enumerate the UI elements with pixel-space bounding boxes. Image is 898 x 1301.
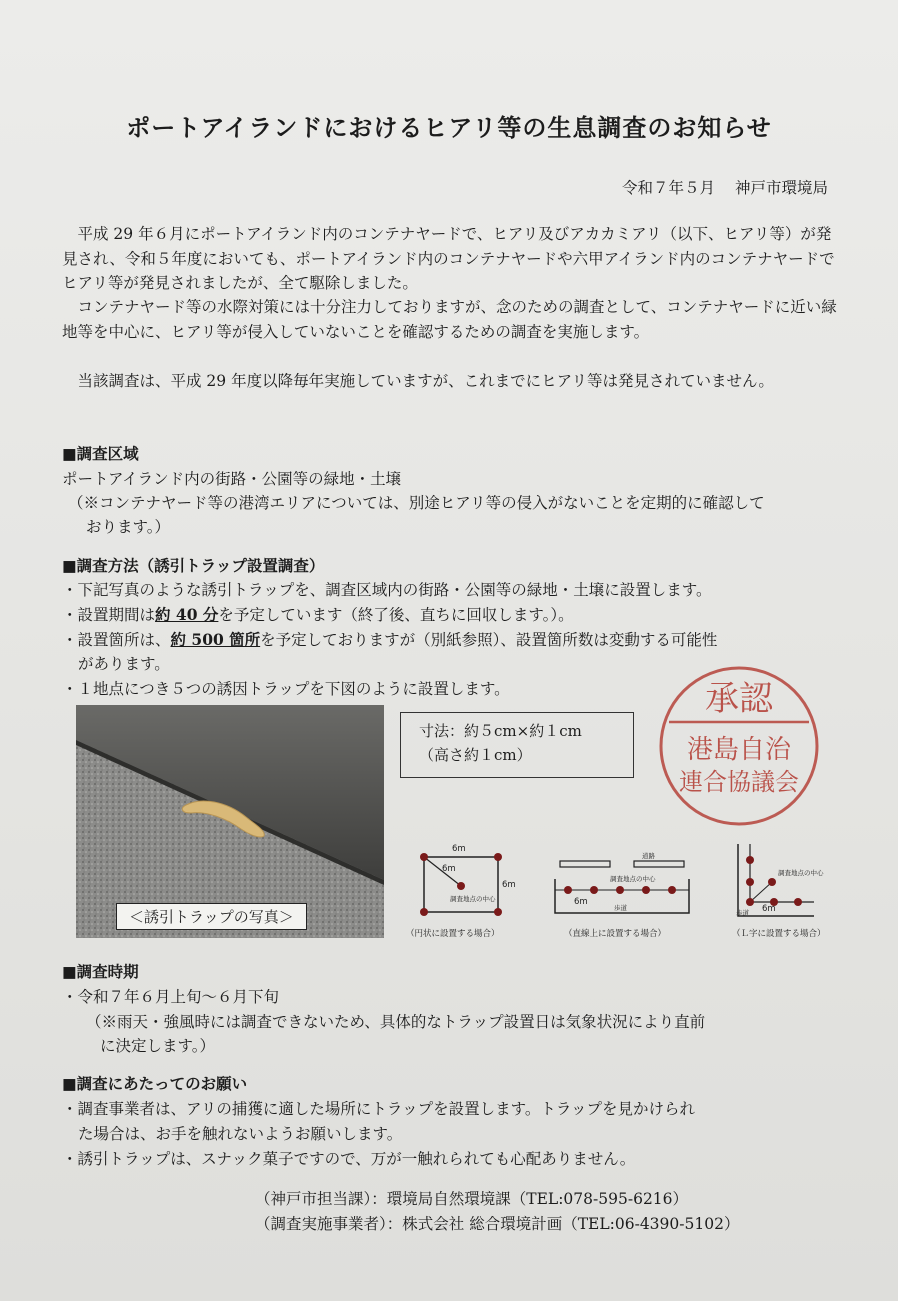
request-bullet-1-cont: た場合は、お手を触れないようお願いします。: [78, 1125, 403, 1143]
trap-dimensions-box: [400, 712, 634, 778]
contact-city-value: 環境局自然環境課（TEL:078-595-6216）: [386, 1190, 689, 1208]
issue-dateline: [602, 176, 828, 198]
method-bullet-2-post: を予定しています（終了後、直ちに回収します。）。: [218, 606, 574, 624]
period-note-1: （※雨天・強風時には調査できないため、具体的なトラップ設置日は気象状況により直前: [86, 1013, 706, 1031]
dimensions-line-1: 寸法：約５cm×約１cm: [419, 722, 582, 740]
area-heading: ■調査区域: [62, 445, 139, 463]
contact-contractor-value: 株式会社 総合環境計画（TEL:06-4390-5102）: [402, 1215, 740, 1233]
stamp-bottom: 連合協議会: [679, 768, 799, 796]
d2-road: 道路: [642, 852, 655, 860]
page-title: ポートアイランドにおけるヒアリ等の生息調査のお知らせ: [126, 114, 772, 142]
request-bullet-2: ・誘引トラップは、スナック菓子ですので、万が一触れられても心配ありません。: [62, 1150, 636, 1168]
diagram-circular: [406, 842, 517, 939]
method-heading: ■調査方法（誘引トラップ設置調査）: [62, 557, 325, 575]
method-bullet-3-pre: ・設置箇所は、: [62, 631, 171, 649]
method-bullet-2: [62, 603, 574, 625]
stamp-top: 承認: [705, 679, 773, 719]
period-text: ・令和７年６月上旬〜６月下旬: [62, 988, 280, 1006]
d1-label: （円状に設置する場合）: [406, 929, 500, 939]
diagram-linear: [552, 852, 692, 939]
d3-label: （Ｌ字に設置する場合）: [732, 929, 826, 939]
dimensions-line-2: （高さ約１cm）: [419, 746, 532, 764]
d1-m2: 6m: [502, 880, 516, 890]
area-note-1: （※コンテナヤード等の港湾エリアについては、別途ヒアリ等の侵入がないことを定期的に確認して: [68, 494, 765, 512]
method-bullet-3-post: を予定しておりますが（別紙参照）、設置箇所数は変動する可能性: [260, 631, 718, 649]
d2-walk: 歩道: [614, 904, 627, 912]
intro-paragraph-2: コンテナヤード等の水際対策には十分注力しておりますが、念のための調査として、コンテナヤードに近い緑地等を中心に、ヒアリ等が侵入していないことを確認するための調査を実施します。: [62, 298, 837, 341]
issuer: 神戸市環境局: [734, 179, 828, 197]
method-bullet-3: [62, 628, 717, 650]
request-heading: ■調査にあたってのお願い: [62, 1075, 248, 1093]
contact-city-label: （神戸市担当課）：: [255, 1190, 387, 1208]
diagram-l-shape: [732, 842, 826, 939]
contact-city: [255, 1187, 688, 1209]
d1-center: 調査地点の中心: [450, 895, 496, 903]
d3-walk: 歩道: [736, 909, 749, 917]
method-locations: 約 500 箇所: [170, 630, 261, 649]
area-text: ポートアイランド内の街路・公園等の緑地・土壌: [62, 470, 402, 488]
period-heading: ■調査時期: [62, 963, 139, 981]
d2-center: 調査地点の中心: [610, 875, 656, 883]
intro-paragraph-3: 当該調査は、平成 29 年度以降毎年実施していますが、これまでにヒアリ等は発見されていません。: [77, 372, 774, 390]
method-duration: 約 40 分: [155, 605, 219, 624]
d1-m3: 6m: [442, 864, 456, 874]
area-note-2: おります。）: [86, 518, 171, 536]
stamp-mid: 港島自治: [686, 735, 792, 765]
d3-center: 調査地点の中心: [778, 869, 824, 877]
d2-label: （直線上に設置する場合）: [564, 929, 667, 939]
photo-caption: ＜誘引トラップの写真＞: [116, 903, 307, 930]
contact-contractor: [255, 1212, 739, 1234]
method-bullet-2-pre: ・設置期間は: [62, 606, 156, 624]
request-bullet-1: ・調査事業者は、アリの捕獲に適した場所にトラップを設置します。トラップを見かけられ: [62, 1100, 696, 1118]
trap-photo: [76, 705, 384, 938]
d3-m: 6m: [762, 904, 776, 914]
method-bullet-1: ・下記写真のような誘引トラップを、調査区域内の街路・公園等の緑地・土壌に設置します。: [62, 581, 712, 599]
period-note-2: に決定します。）: [100, 1037, 216, 1055]
d2-m: 6m: [574, 897, 588, 907]
contact-contractor-label: （調査実施事業者）：: [255, 1215, 403, 1233]
d1-m1: 6m: [452, 844, 466, 854]
stamp-seal-image: [655, 662, 823, 830]
intro-paragraph-1: 平成 29 年６月にポートアイランド内のコンテナヤードで、ヒアリ及びアカカミアリ（以下、ヒアリ等）が発見され、令和５年度においても、ポートアイランド内のコンテナヤードや六甲アイランド内のコンテナヤードでヒアリ等が発見されましたが、全て駆除しました。: [62, 225, 835, 292]
issue-date: 令和７年５月: [621, 179, 715, 197]
method-bullet-3-cont: があります。: [78, 655, 170, 673]
approval-stamp: [655, 662, 823, 834]
method-bullet-4: ・１地点につき５つの誘因トラップを下図のように設置します。: [62, 680, 510, 698]
